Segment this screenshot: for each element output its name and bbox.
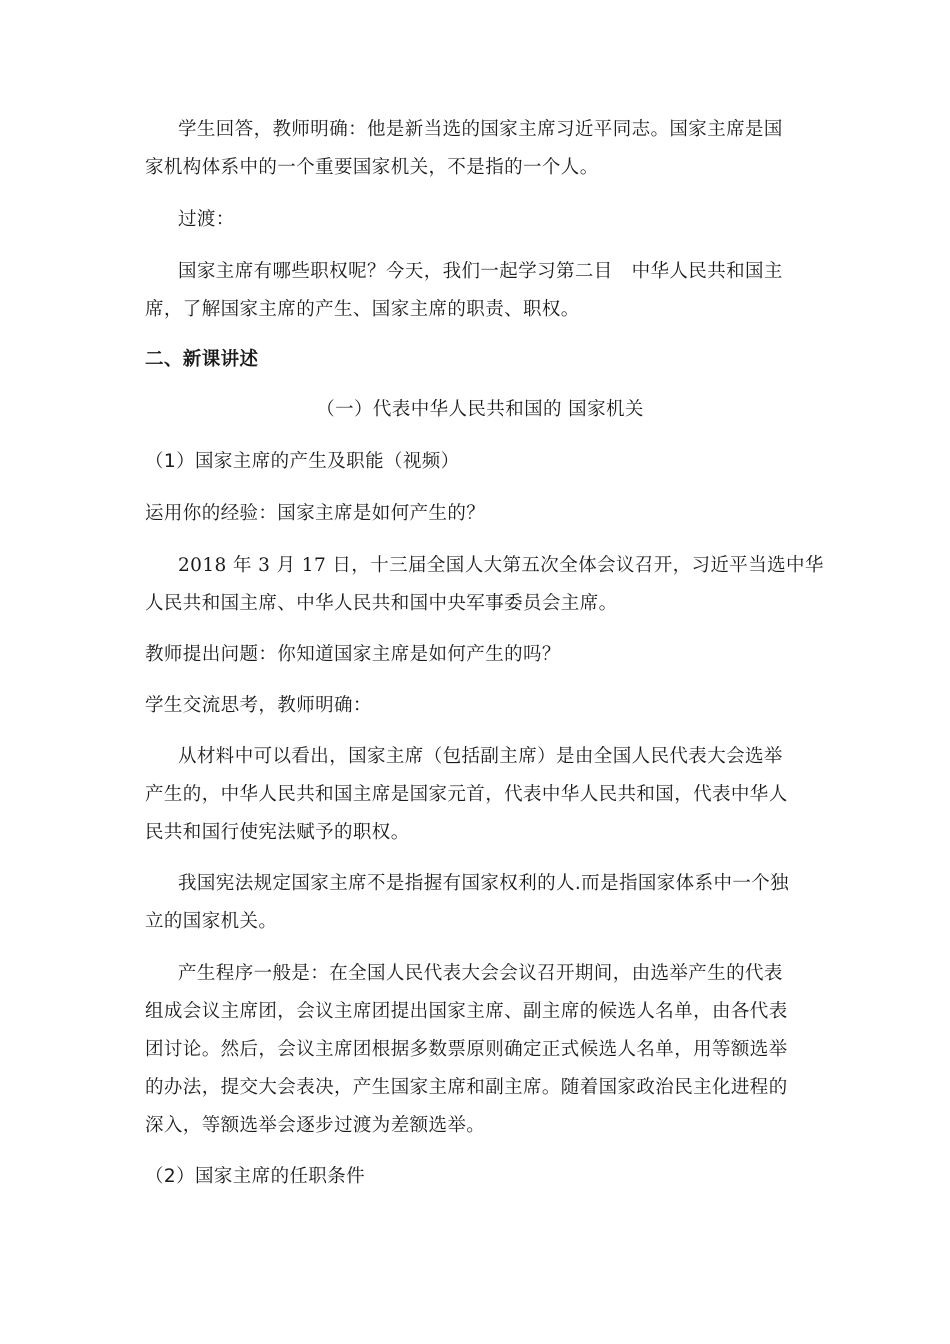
item-heading: （1）国家主席的产生及职能（视频） <box>145 451 460 472</box>
paragraph-line: 教师提出问题：你知道国家主席是如何产生的吗？ <box>145 644 561 665</box>
paragraph-line: 国家主席有哪些职权呢？今天，我们一起学习第二目 中华人民共和国主 <box>178 261 783 282</box>
paragraph-line: 人民共和国主席、中华人民共和国中央军事委员会主席。 <box>145 593 618 614</box>
paragraph-line: 民共和国行使宪法赋予的职权。 <box>145 822 410 843</box>
paragraph-line: 从材料中可以看出，国家主席（包括副主席）是由全国人民代表大会选举 <box>178 746 783 767</box>
paragraph-line: 深入，等额选举会逐步过渡为差额选举。 <box>145 1115 486 1136</box>
paragraph-line: 2018 年 3 月 17 日，十三届全国人大第五次全体会议召开，习近平当选中华 <box>178 555 824 576</box>
item-heading: （2）国家主席的任职条件 <box>145 1166 366 1187</box>
paragraph-line: 学生回答，教师明确：他是新当选的国家主席习近平同志。国家主席是国 <box>178 119 783 140</box>
paragraph-line: 运用你的经验：国家主席是如何产生的？ <box>145 503 486 524</box>
subsection-heading: （一）代表中华人民共和国的 国家机关 <box>316 399 644 420</box>
section-heading: 二、新课讲述 <box>145 349 259 370</box>
paragraph-line: 立的国家机关。 <box>145 911 278 932</box>
paragraph-line: 团讨论。然后，会议主席团根据多数票原则确定正式候选人名单，用等额选举 <box>145 1039 788 1060</box>
paragraph-line: 席，了解国家主席的产生、国家主席的职责、职权。 <box>145 299 580 320</box>
paragraph-line: 我国宪法规定国家主席不是指握有国家权利的人.而是指国家体系中一个独 <box>178 873 790 894</box>
paragraph-line: 家机构体系中的一个重要国家机关，不是指的一个人。 <box>145 157 599 178</box>
paragraph-line: 学生交流思考，教师明确： <box>145 695 372 716</box>
transition-label: 过渡： <box>178 209 235 230</box>
paragraph-line: 组成会议主席团，会议主席团提出国家主席、副主席的候选人名单，由各代表 <box>145 1001 788 1022</box>
paragraph-line: 产生程序一般是：在全国人民代表大会会议召开期间，由选举产生的代表 <box>178 963 783 984</box>
paragraph-line: 的办法，提交大会表决，产生国家主席和副主席。随着国家政治民主化进程的 <box>145 1077 788 1098</box>
paragraph-line: 产生的，中华人民共和国主席是国家元首，代表中华人民共和国，代表中华人 <box>145 784 788 805</box>
